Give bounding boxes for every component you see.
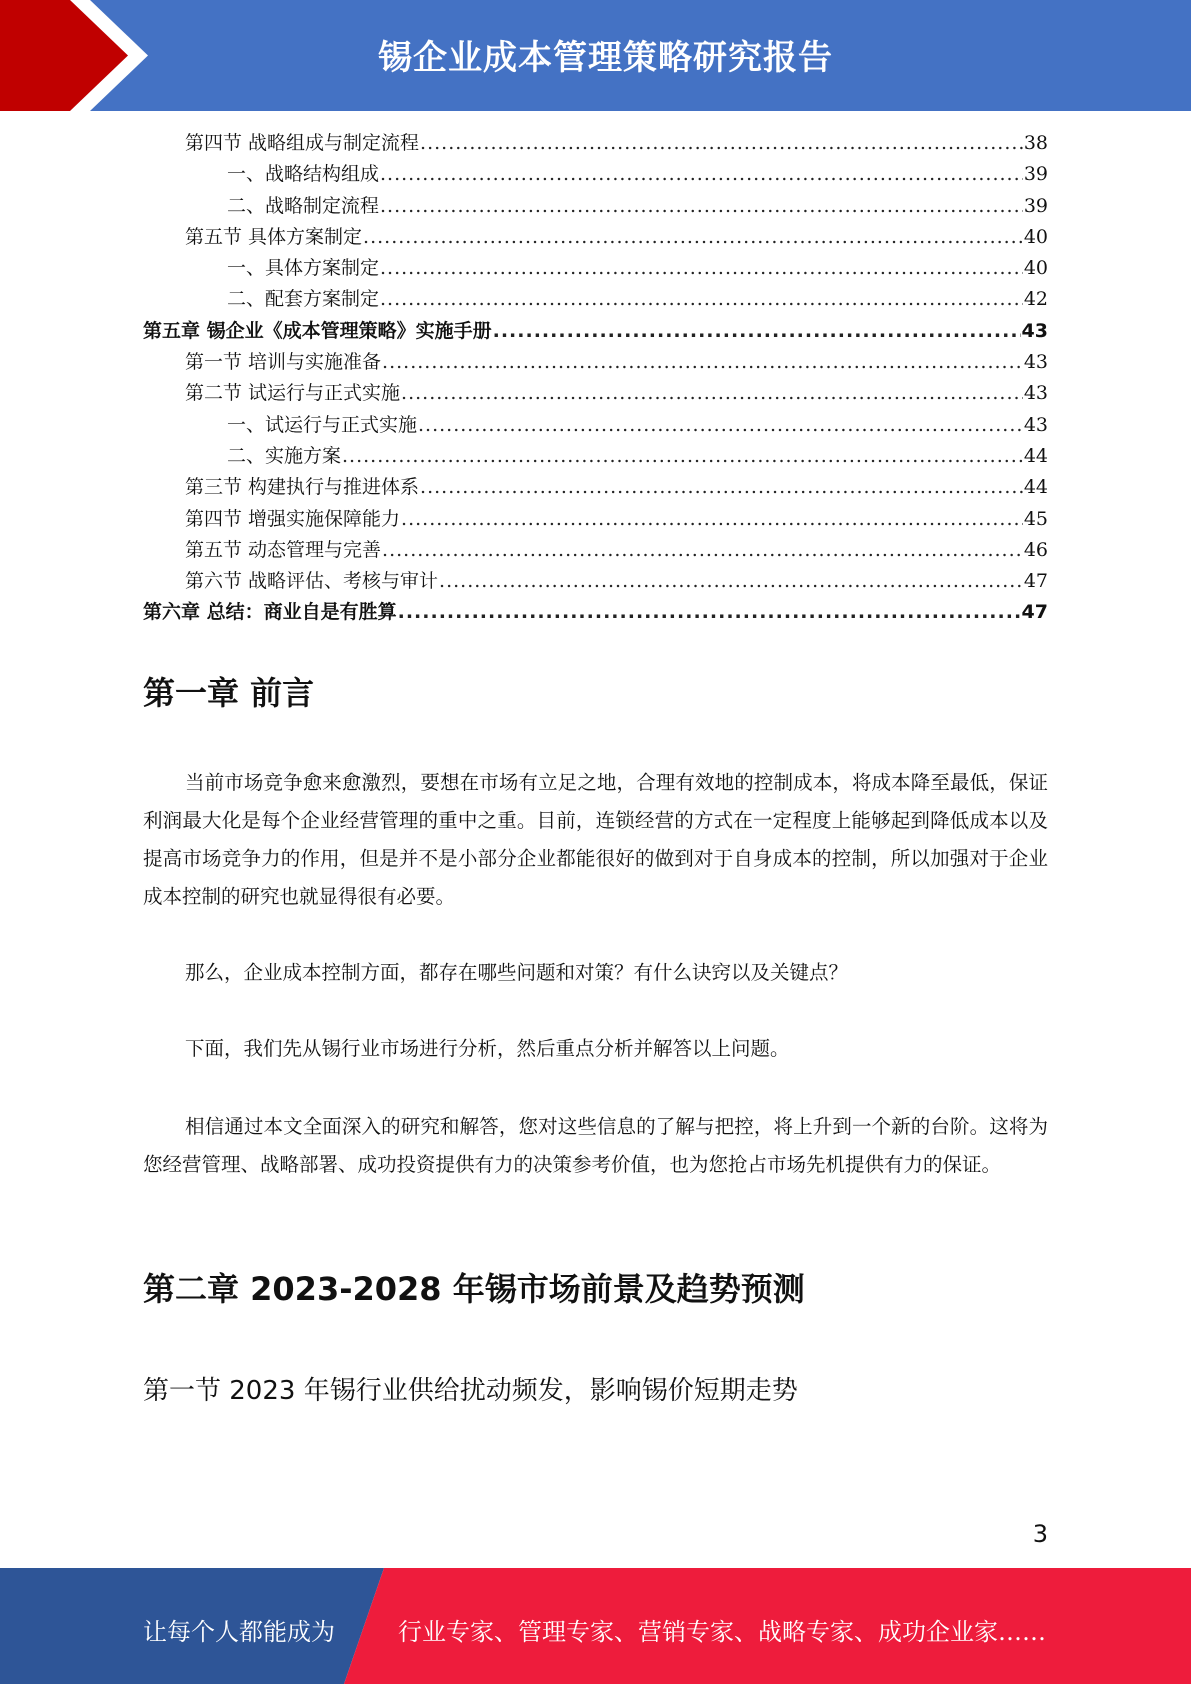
toc-entry-page: 43 (1023, 382, 1048, 405)
toc-entry-page: 38 (1023, 132, 1048, 154)
toc-entry[interactable] (143, 316, 1048, 347)
toc-entry-page: 43 (1021, 319, 1048, 342)
toc-entry[interactable] (143, 191, 1048, 222)
toc-entry-page: 40 (1023, 257, 1048, 280)
toc-entry-label: 一、战略结构组成 (227, 163, 380, 186)
toc-dot-leader (398, 597, 1021, 628)
toc-dot-leader (380, 253, 1023, 284)
toc-entry-label: 第四节 增强实施保障能力 (185, 507, 401, 530)
toc-entry-label: 第二节 试运行与正式实施 (185, 382, 401, 405)
toc-dot-leader (401, 378, 1023, 409)
page-number: 3 (1032, 1520, 1048, 1548)
toc-dot-leader (420, 128, 1023, 159)
footer-slogan-left: 让每个人都能成为 (143, 1618, 335, 1646)
toc-entry-label: 第六章 总结：商业自是有胜算 (143, 601, 397, 624)
toc-entry-page: 47 (1021, 601, 1048, 624)
chapter-2-heading: 第二章 2023-2028 年锡市场前景及趋势预测 (143, 1270, 805, 1308)
toc-entry-label: 第五节 具体方案制定 (185, 225, 363, 248)
toc-entry-page: 43 (1023, 351, 1048, 374)
chapter-1-heading: 第一章 前言 (143, 674, 315, 712)
toc-dot-leader (380, 191, 1023, 222)
toc-entry[interactable] (143, 441, 1048, 472)
report-title: 锡企业成本管理策略研究报告 (378, 38, 833, 78)
toc-entry-page: 44 (1023, 476, 1048, 499)
toc-entry-label: 一、试运行与正式实施 (227, 413, 418, 436)
toc-entry[interactable] (143, 504, 1048, 535)
toc-entry[interactable] (143, 535, 1048, 566)
toc-entry-label: 一、具体方案制定 (227, 257, 380, 280)
page-header (0, 0, 1191, 111)
toc-entry[interactable] (143, 347, 1048, 378)
toc-dot-leader (363, 222, 1023, 253)
page-footer (0, 1568, 1191, 1684)
toc-dot-leader (382, 535, 1023, 566)
toc-entry[interactable] (143, 159, 1048, 190)
toc-entry[interactable] (143, 597, 1048, 628)
toc-dot-leader (439, 566, 1023, 597)
toc-entry-page: 39 (1023, 163, 1048, 186)
toc-entry[interactable] (143, 378, 1048, 409)
toc-entry-label: 二、实施方案 (227, 444, 342, 467)
toc-entry-page: 47 (1023, 570, 1048, 593)
toc-dot-leader (382, 347, 1023, 378)
footer-slogan-right: 行业专家、管理专家、营销专家、战略专家、成功企业家…… (398, 1618, 1046, 1646)
toc-entry-page: 40 (1023, 225, 1048, 248)
toc-dot-leader (420, 472, 1023, 503)
toc-dot-leader (380, 159, 1023, 190)
toc-entry[interactable] (143, 222, 1048, 253)
toc-entry[interactable] (143, 566, 1048, 597)
toc-dot-leader (342, 441, 1023, 472)
toc-entry-page: 43 (1023, 413, 1048, 436)
toc-dot-leader (418, 410, 1023, 441)
toc-entry-label: 第四节 战略组成与制定流程 (185, 132, 420, 154)
toc-entry-label: 二、配套方案制定 (227, 288, 380, 311)
toc-entry[interactable] (143, 410, 1048, 441)
table-of-contents (143, 128, 1048, 629)
toc-entry-page: 44 (1023, 444, 1048, 467)
paragraph-4: 相信通过本文全面深入的研究和解答，您对这些信息的了解与把控，将上升到一个新的台阶。这将为您经营管理、战略部署、成功投资提供有力的决策参考价值，也为您抢占市场先机提供有力的保证。 (143, 1115, 1048, 1176)
paragraph-3: 下面，我们先从锡行业市场进行分析，然后重点分析并解答以上问题。 (185, 1037, 790, 1060)
toc-entry[interactable] (143, 128, 1048, 159)
toc-entry-label: 第六节 战略评估、考核与审计 (185, 570, 439, 593)
toc-entry-label: 第五章 锡企业《成本管理策略》实施手册 (143, 319, 492, 342)
section-1-heading: 第一节 2023 年锡行业供给扰动频发，影响锡价短期走势 (143, 1376, 798, 1406)
paragraph-1: 当前市场竞争愈来愈激烈，要想在市场有立足之地，合理有效地的控制成本，将成本降至最低，保证利润最大化是每个企业经营管理的重中之重。目前，连锁经营的方式在一定程度上能够起到降低成本以及提高市场竞争力的作用，但是并不是小部分企业都能很好的做到对于自身成本的控制，所以加强对于企业成本控制的研究也就显得很有必要。 (143, 771, 1048, 908)
toc-entry-page: 46 (1023, 538, 1048, 561)
toc-entry-label: 二、战略制定流程 (227, 194, 380, 217)
toc-dot-leader (380, 284, 1023, 315)
toc-entry-page: 45 (1023, 507, 1048, 530)
toc-entry[interactable] (143, 284, 1048, 315)
toc-entry[interactable] (143, 253, 1048, 284)
toc-entry[interactable] (143, 472, 1048, 503)
toc-entry-label: 第五节 动态管理与完善 (185, 538, 382, 561)
toc-entry-label: 第一节 培训与实施准备 (185, 351, 382, 374)
toc-dot-leader (401, 504, 1023, 535)
paragraph-2: 那么，企业成本控制方面，都存在哪些问题和对策？有什么诀窍以及关键点？ (185, 961, 849, 984)
toc-entry-page: 39 (1023, 194, 1048, 217)
toc-entry-label: 第三节 构建执行与推进体系 (185, 476, 420, 499)
toc-dot-leader (493, 316, 1021, 347)
toc-entry-page: 42 (1023, 288, 1048, 311)
